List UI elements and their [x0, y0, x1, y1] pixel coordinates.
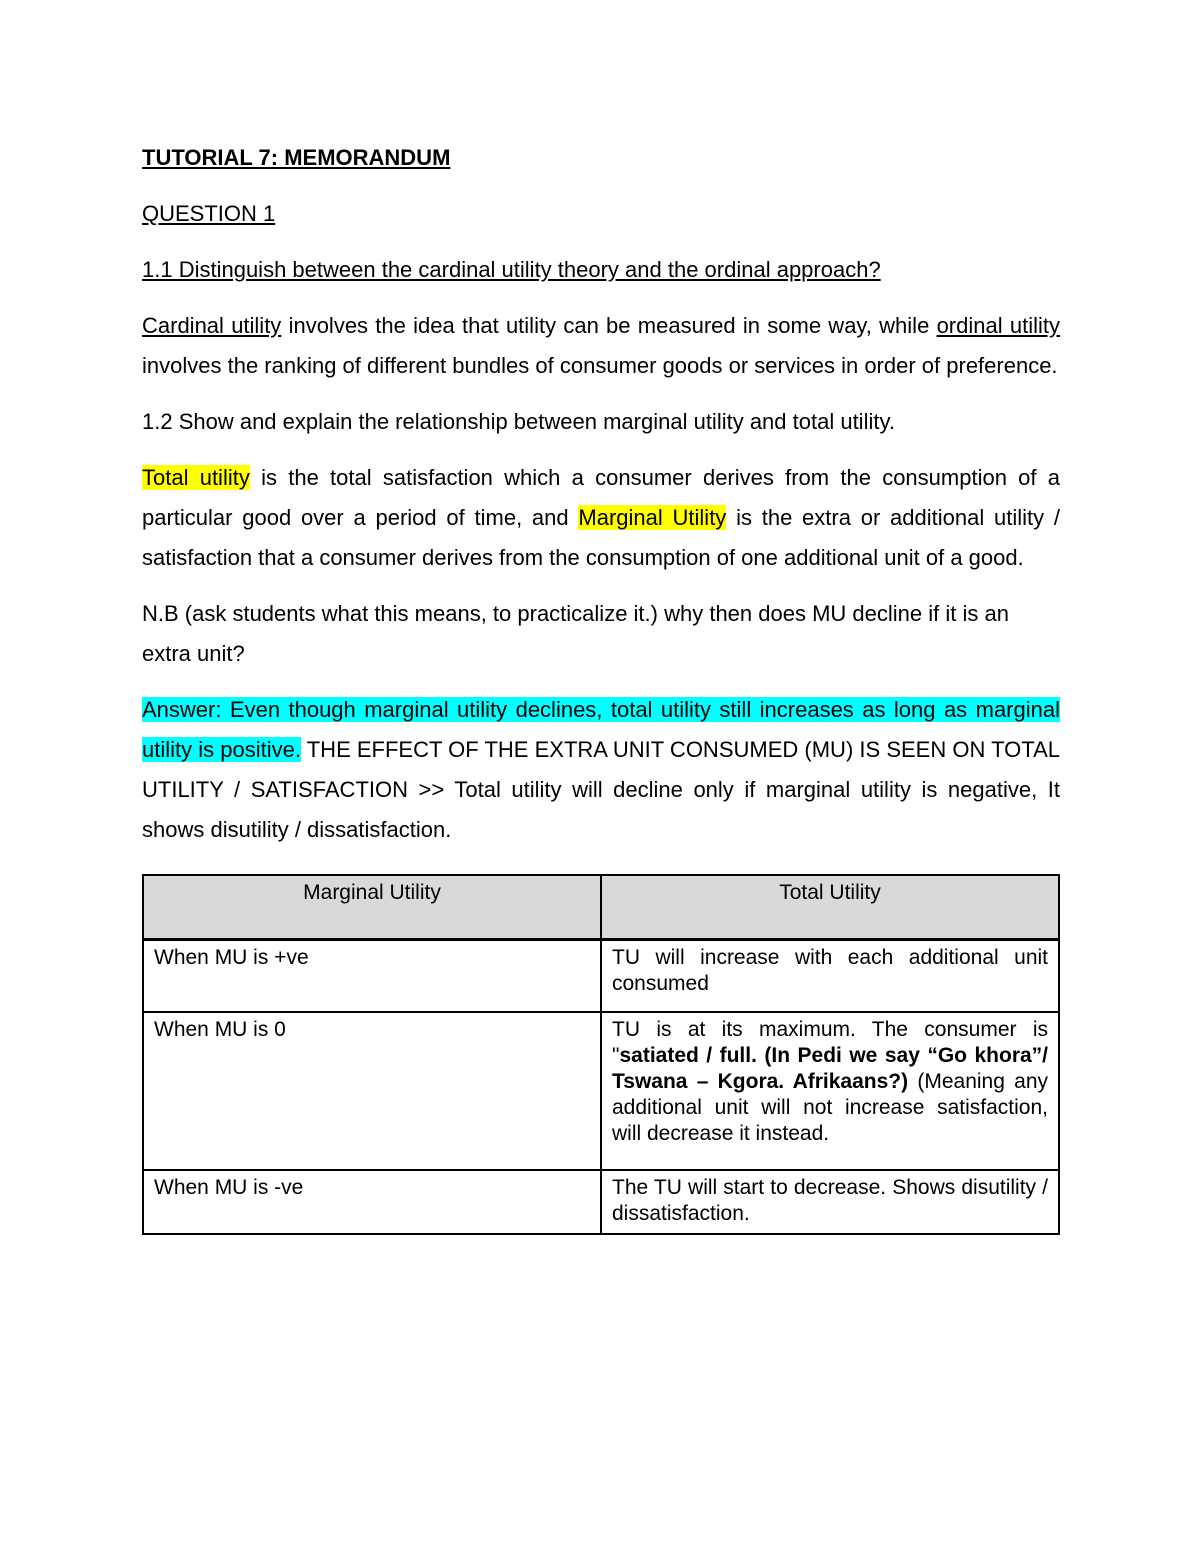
total-utility-term: Total utility: [142, 465, 250, 490]
tu-cell: The TU will start to decrease. Shows disutility / dissatisfaction.: [601, 1170, 1059, 1234]
mu-cell: When MU is -ve: [143, 1170, 601, 1234]
tu-cell-bold-text: satiated / full. (In Pedi we say “Go khora”/ Tswana – Kgora. Afrikaans?): [612, 1044, 1048, 1093]
tu-cell: TU will increase with each additional unit consumed: [601, 940, 1059, 1013]
mu-cell: When MU is 0: [143, 1012, 601, 1170]
marginal-utility-term: Marginal Utility: [578, 505, 727, 530]
table-row: [143, 1170, 1059, 1234]
utility-table: [142, 874, 1060, 1235]
tu-cell-text: TU is at its maximum. The consumer is ": [612, 1018, 1048, 1067]
cardinal-utility-term: Cardinal utility: [142, 313, 282, 338]
header-marginal-utility: Marginal Utility: [143, 875, 601, 940]
paragraph-text: involves the ranking of different bundles of consumer goods or services in order of preference.: [142, 353, 1058, 378]
nb-note: N.B (ask students what this means, to practicalize it.) why then does MU decline if it is an extra unit?: [142, 601, 1009, 666]
answer-paragraph: [142, 690, 1060, 850]
answer-rest: THE EFFECT OF THE EXTRA UNIT CONSUMED (MU) IS SEEN ON TOTAL UTILITY / SATISFACTION >> Total utility will decline only if marginal utility is negative, It shows disutility / dissatisfaction.: [142, 737, 1060, 842]
tu-cell-text: (Meaning any additional unit will not increase satisfaction, will decrease it instead.: [612, 1070, 1049, 1145]
mu-cell: When MU is +ve: [143, 940, 601, 1013]
document-title: TUTORIAL 7: MEMORANDUM: [142, 145, 451, 170]
answer-highlight: Answer: Even though marginal utility declines, total utility still increases as long as marginal utility is positive.: [142, 697, 1060, 762]
question-1-2: 1.2 Show and explain the relationship between marginal utility and total utility.: [142, 409, 895, 434]
tu-cell: [601, 1012, 1059, 1170]
table-header-row: [143, 875, 1059, 940]
question-heading: QUESTION 1: [142, 201, 276, 226]
table-row: [143, 1012, 1059, 1170]
header-total-utility: Total Utility: [601, 875, 1059, 940]
question-1-1: 1.1 Distinguish between the cardinal utility theory and the ordinal approach?: [142, 257, 881, 282]
paragraph-cardinal-ordinal: [142, 306, 1060, 386]
table-row: [143, 940, 1059, 1013]
paragraph-text: is the total satisfaction which a consumer derives from the consumption of a particular good over a period of time, and: [142, 465, 1060, 530]
paragraph-tu-mu: [142, 458, 1060, 578]
paragraph-text: involves the idea that utility can be measured in some way, while: [281, 313, 937, 338]
ordinal-utility-term: ordinal utility: [936, 313, 1060, 338]
paragraph-text: is the extra or additional utility / satisfaction that a consumer derives from the consumption of one additional unit of a good.: [142, 505, 1060, 570]
document-page: [142, 138, 1060, 1235]
